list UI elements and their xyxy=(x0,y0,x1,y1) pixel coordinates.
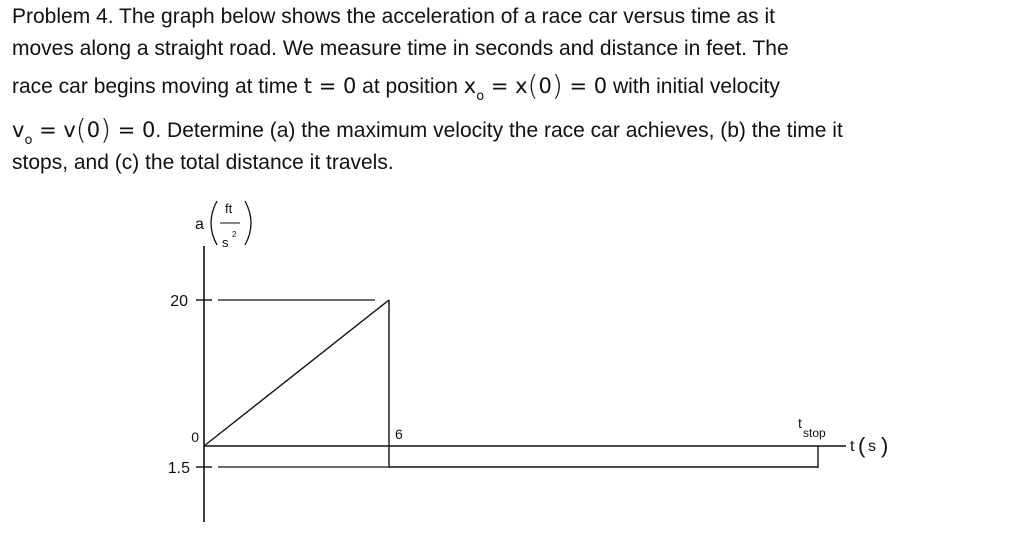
tick-neg-label: 1.5 xyxy=(167,460,190,477)
y-unit-denominator: s xyxy=(222,235,229,250)
problem-line-4: $v_o = v(0) = 0$. Determine (a) the maximum velocity the race car achieves, (b) the time it xyxy=(12,113,843,148)
initial-velocity-equation: $v_o = v(0) = 0$ xyxy=(12,113,156,148)
label-tstop-t: t xyxy=(798,415,802,431)
x-axis-label: t xyxy=(850,438,855,455)
y-unit-exponent: 2 xyxy=(232,230,237,239)
y-axis-symbol: a xyxy=(195,216,204,233)
y-unit-right-paren xyxy=(245,201,251,245)
acceleration-ramp xyxy=(204,300,389,446)
x-unit-right-paren: ) xyxy=(881,433,889,458)
problem-line-1: Problem 4. The graph below shows the acceleration of a race car versus time as it xyxy=(12,5,775,28)
x-unit-left-paren: ( xyxy=(858,433,866,458)
t-zero-condition: t = 0 xyxy=(303,74,357,98)
label-6: 6 xyxy=(395,426,403,442)
tick-0-label: 0 xyxy=(191,429,199,445)
problem-line-5: stops, and (c) the total distance it travels. xyxy=(12,151,394,174)
initial-position-equation: $x_o = x(0) = 0$ xyxy=(463,69,608,104)
problem-line-3: race car begins moving at time t = 0 at position $x_o = x(0) = 0$ with initial velocity xyxy=(12,69,780,104)
x-axis-unit: s xyxy=(868,438,876,455)
label-tstop-sub: stop xyxy=(803,426,826,440)
y-unit-left-paren xyxy=(211,201,217,245)
problem-line-2: moves along a straight road. We measure time in seconds and distance in feet. The xyxy=(12,37,789,60)
y-unit-numerator: ft xyxy=(225,201,233,216)
tick-20-label: 20 xyxy=(170,293,188,310)
